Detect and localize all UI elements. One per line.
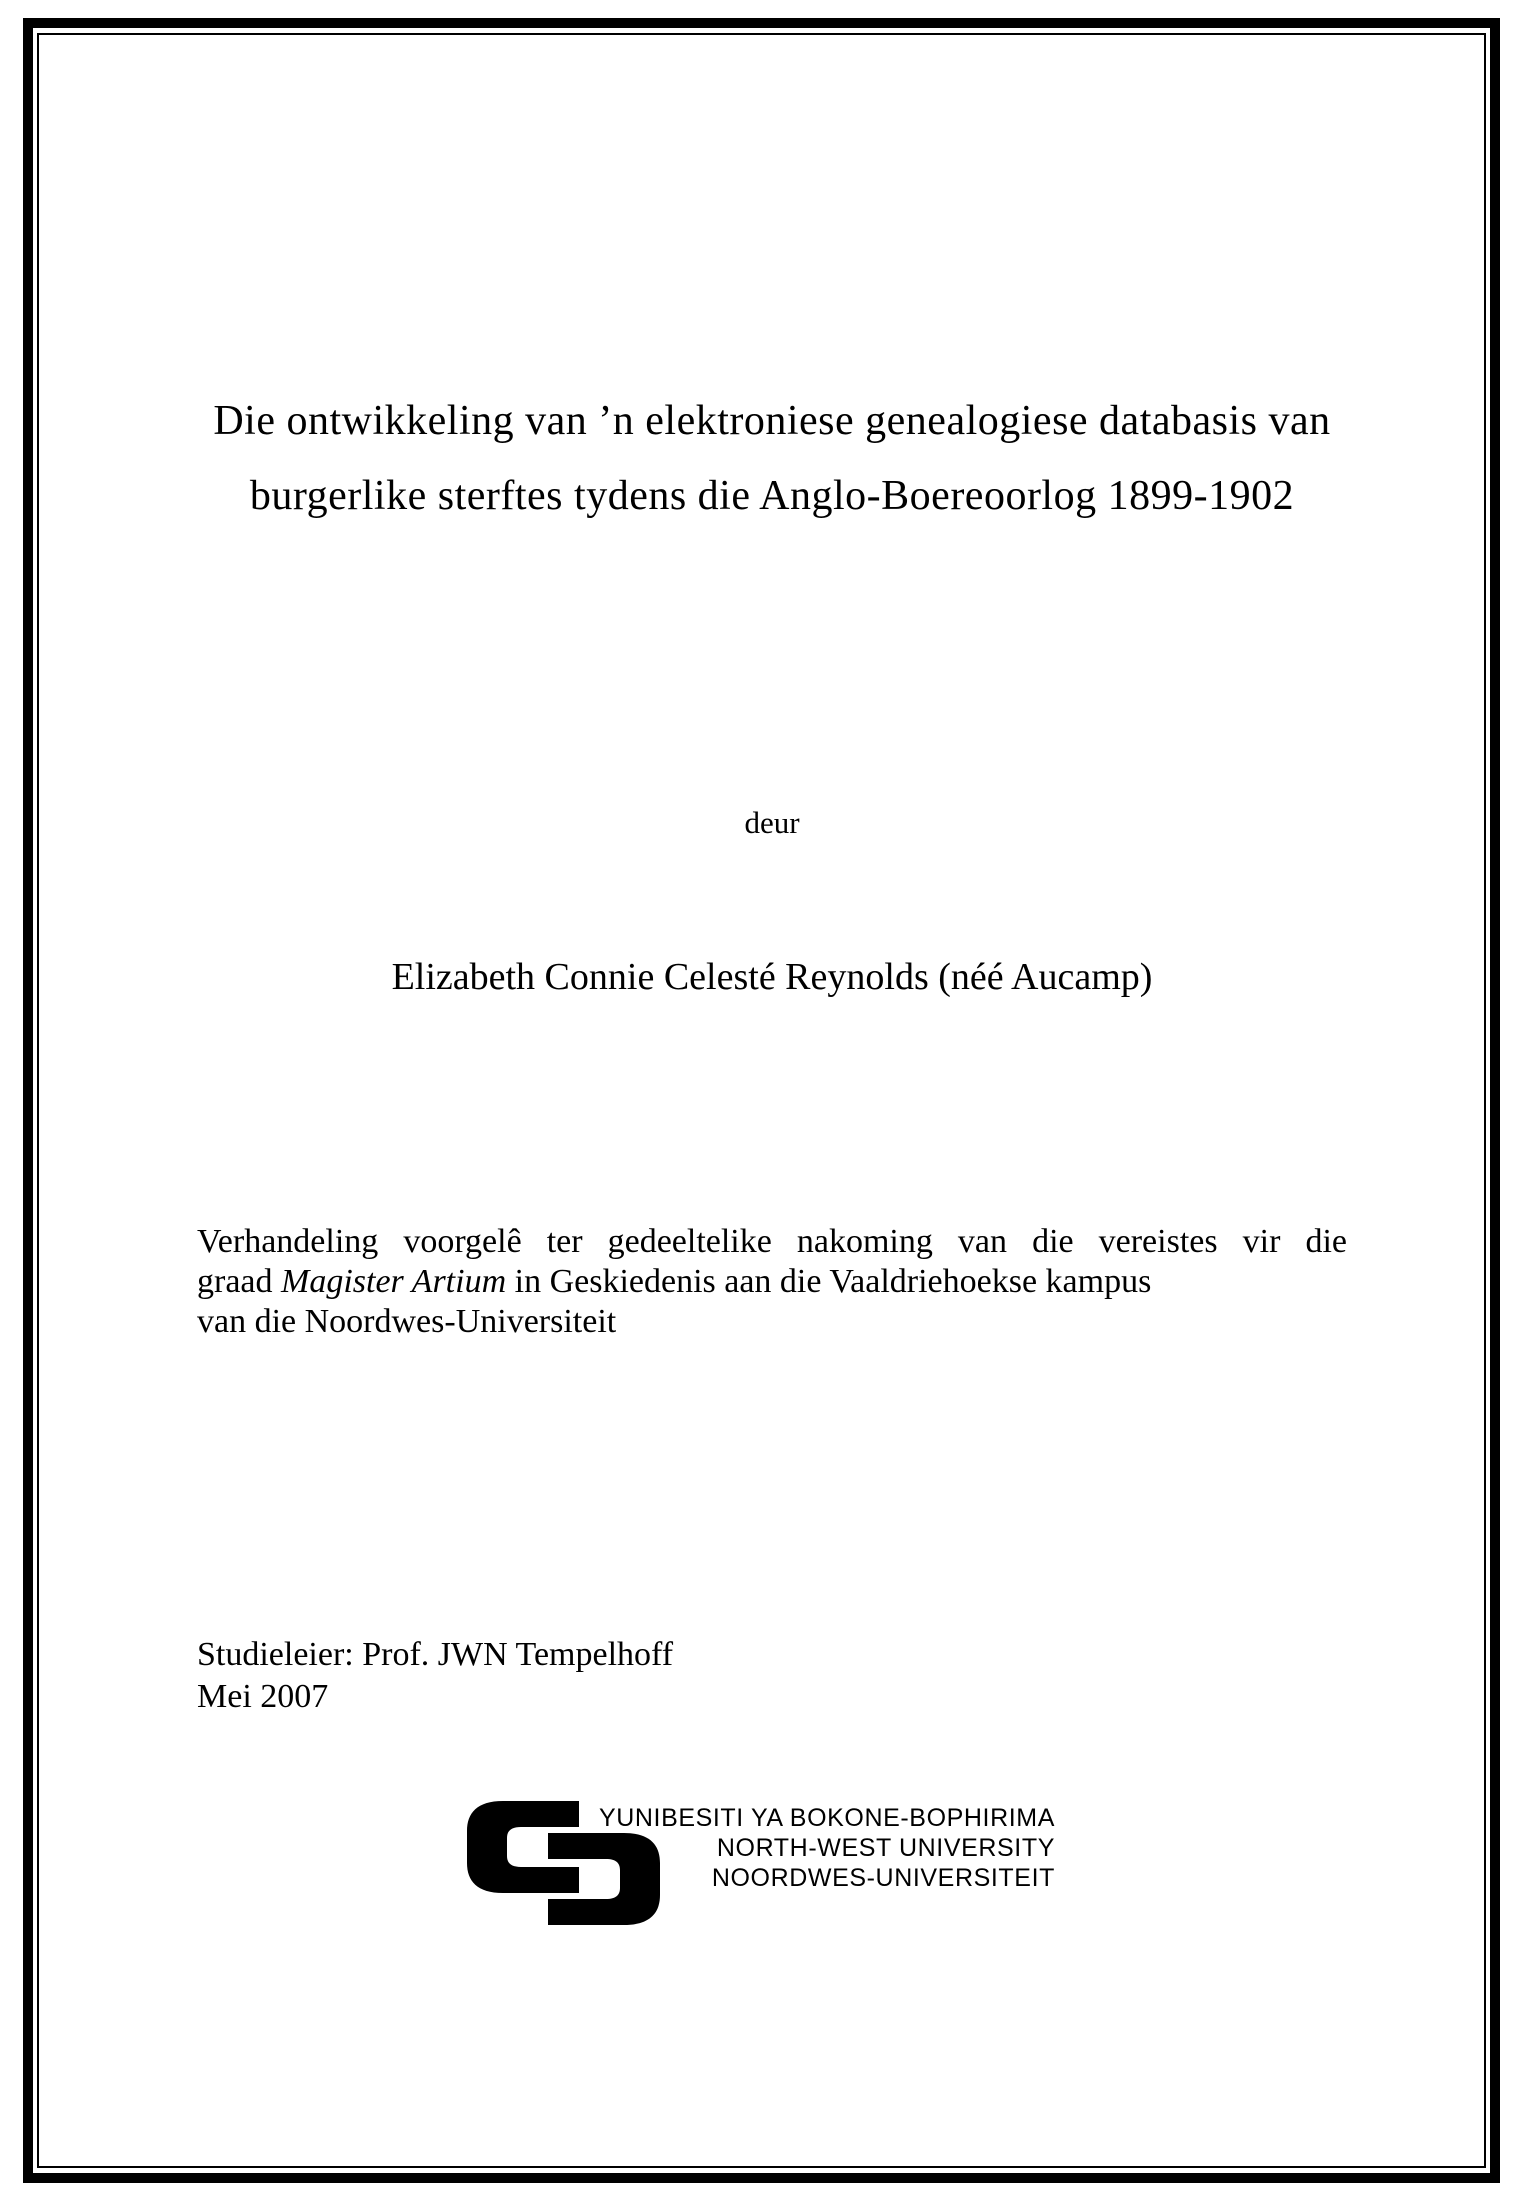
thesis-title-line-2: burgerlike sterftes tydens die Anglo-Boereoorlog 1899-1902 xyxy=(249,473,1295,519)
submission-line-3: van die Noordwes-Universiteit xyxy=(197,1303,617,1340)
university-name-afrikaans: NOORDWES-UNIVERSITEIT xyxy=(711,1864,1055,1892)
university-name-setswana: YUNIBESITI YA BOKONE-BOPHIRIMA xyxy=(598,1804,1055,1832)
submission-line-2 xyxy=(197,1262,1347,1302)
supervisor-line: Studieleier: Prof. JWN Tempelhoff xyxy=(197,1636,674,1673)
date-line: Mei 2007 xyxy=(197,1678,329,1715)
author-name: Elizabeth Connie Celesté Reynolds (néé Aucamp) xyxy=(391,956,1153,998)
supervisor-block xyxy=(197,1634,1347,1718)
submission-line-1: Verhandeling voorgelê ter gedeeltelike nakoming van die vereistes vir die xyxy=(197,1223,1347,1260)
submission-line-2-suffix: in Geskiedenis aan die Vaaldriehoekse kampus xyxy=(506,1263,1152,1300)
university-name-block xyxy=(535,1803,1055,1893)
thesis-title xyxy=(197,384,1347,534)
byline: deur xyxy=(744,805,800,840)
thesis-title-line-1: Die ontwikkeling van ’n elektroniese genealogiese databasis van xyxy=(213,398,1331,444)
submission-statement xyxy=(197,1222,1347,1342)
degree-name: Magister Artium xyxy=(281,1263,507,1300)
university-name-english: NORTH-WEST UNIVERSITY xyxy=(716,1834,1055,1862)
submission-line-2-prefix: graad xyxy=(197,1263,282,1300)
